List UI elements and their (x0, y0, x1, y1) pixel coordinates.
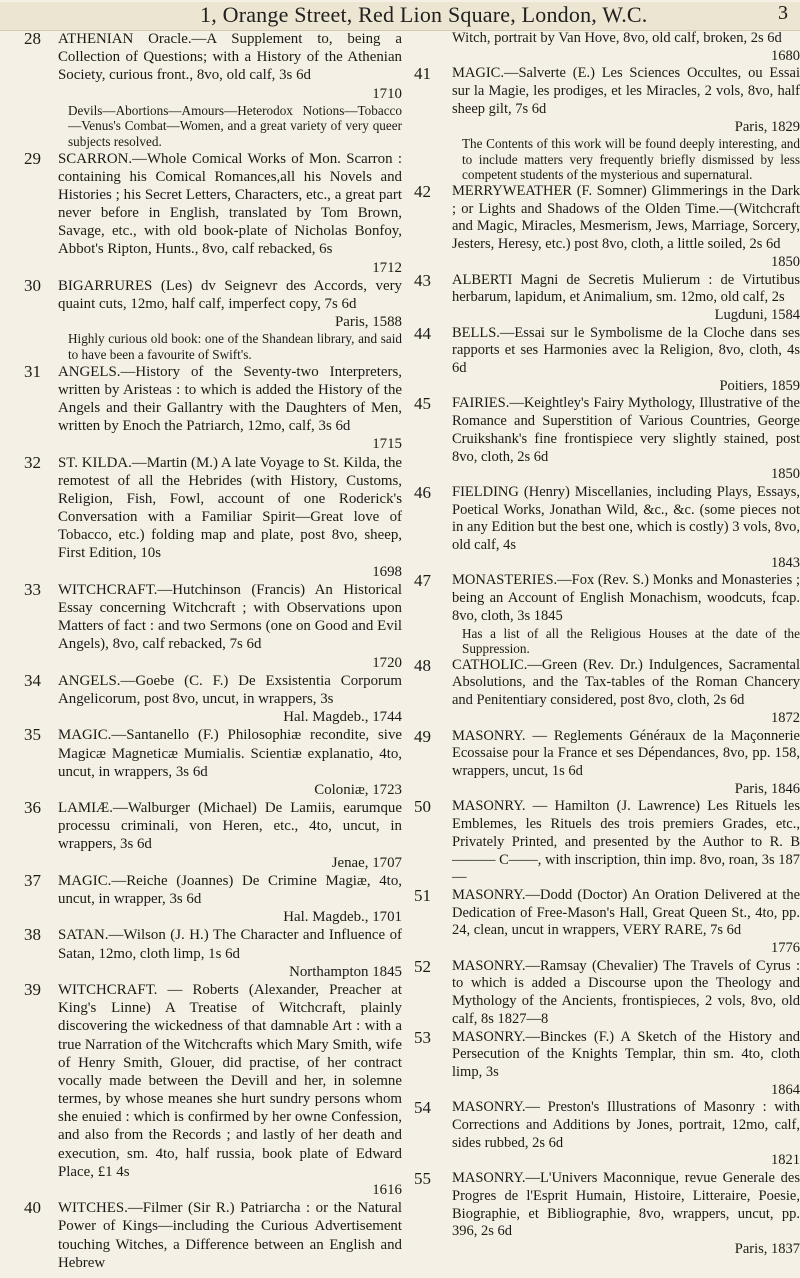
entry-imprint: Paris, 1588 (334, 314, 402, 331)
entry-description: MAGIC.—Salverte (E.) Les Sciences Occultes, ou Essai sur la Magie, les prodiges, et les Miracles, 2 vols, 8vo, half sheep gilt, 7s 6d (452, 65, 800, 117)
entry-description: FIELDING (Henry) Miscellanies, including Plays, Essays, Poetical Works, Jonathan Wild, &c., &c. (some pieces not in any Edition but the best one, which is costly) 3 vols, 8vo, old calf, 4s (452, 483, 800, 554)
entry-imprint: 1872 (771, 709, 800, 726)
entry-number: 44 (414, 323, 431, 343)
entry-description: SATAN.—Wilson (J. H.) The Character and Influence of Satan, 12mo, cloth limp, 1s 6d (58, 927, 402, 962)
entry-number: 35 (24, 725, 41, 745)
entry-description: MASONRY. — Reglements Généraux de la Maçonnerie Ecossaise pour la France et ses Dépendances, 8vo, pp. 158, wrappers, uncut, 1s 6d (452, 727, 800, 779)
catalogue-entry (406, 572, 800, 656)
entry-number: 37 (24, 870, 41, 890)
entry-note: Devils—Abortions—Amours—Heterodox Notions—Tobacco—Venus's Combat—Women, and a great variety of very queer subjects resolved. (68, 102, 402, 149)
entry-imprint: 1720 (372, 654, 402, 671)
entry-number: 46 (414, 482, 431, 502)
entry-description: MAGIC.—Reiche (Joannes) De Crimine Magiæ, 4to, uncut, in wrapper, 3s 6d (58, 872, 402, 908)
entry-imprint: Coloniæ, 1723 (314, 781, 402, 798)
entry-description: LAMIÆ.—Walburger (Michael) De Lamiis, earumque processu criminali, von Heren, etc., 4to, uncut, in wrappers, 3s 6d (58, 800, 402, 853)
entry-description: CATHOLIC.—Green (Rev. Dr.) Indulgences, Sacramental Absolutions, and the Tax-tables of the Roman Chancery and Penitentiary considered, post 8vo, cloth, 2s 6d (452, 656, 800, 709)
entry-imprint: Hal. Magdeb., 1701 (283, 909, 402, 926)
catalogue-entry (406, 798, 800, 887)
entry-description: ANGELS.—History of the Seventy-two Interpreters, written by Aristeas : to which is added the History of the Angels and their Gallantry with the Daughters of Men, written by Enoch the Patriarch, 12mo, calf, 3s 6d (58, 363, 402, 435)
entry-description: MASONRY.—Ramsay (Chevalier) The Travels of Cyrus : to which is added a Discourse upon the Theology and Mythology of the Ancients, frontispieces, 2 vols, 8vo, old calf, 8s 1827—8 (452, 957, 800, 1027)
entry-number: 34 (24, 670, 41, 690)
entry-description: WITCHCRAFT. — Roberts (Alexander, Preacher at King's Linne) A Treatise of Witchcraft, plainly discovering the wickedness of that damnable Art : with a true Narration of the Witchcrafts which Mary Smith, wife of Henry Smith, Glouer, did practise, of her contract vocally made between the Devill and her, in solemne termes, by whose meanes she hurt sundry persons whom she enuied : which is confirmed by her owne Confession, and also from the Records ; and lastly of her death and execution, sm. 4to, half russia, book plate of Edward Place, £1 4s (58, 981, 402, 1180)
entry-number: 32 (24, 452, 41, 472)
page-number: 3 (778, 2, 788, 24)
entry-description: MONASTERIES.—Fox (Rev. S.) Monks and Monasteries ; being an Account of English Monachism, woodcuts, fcap. 8vo, cloth, 3s 1845 (452, 572, 800, 624)
entry-description: BIGARRURES (Les) dv Seignevr des Accords, very quaint cuts, 12mo, half calf, imperfect copy, 7s 6d (58, 277, 402, 313)
entry-description: WITCHES.—Filmer (Sir R.) Patriarcha : or the Natural Power of Kings—including the Curious Advertisement touching Witches, a Difference between an English and Hebrew (58, 1200, 402, 1271)
entry-imprint: 1776 (771, 940, 800, 957)
catalogue-entry (0, 454, 402, 581)
entry-number: 43 (414, 270, 431, 290)
entry-description: MASONRY.—Dodd (Doctor) An Oration Delivered at the Dedication of Free-Mason's Hall, Great Queen St., 4to, pp. 24, clean, uncut in wrappers, VERY RARE, 7s 6d (452, 886, 800, 939)
catalogue-entry (0, 872, 402, 927)
entry-number: 36 (24, 798, 41, 818)
entry-imprint: Lugduni, 1584 (714, 306, 800, 323)
catalogue-entry (0, 30, 402, 150)
entry-number: 29 (24, 148, 41, 168)
catalogue-entry (406, 887, 800, 958)
entry-number: 41 (414, 64, 431, 84)
entry-description: BELLS.—Essai sur le Symbolisme de la Cloche dans ses rapports et ses Harmonies avec la Religion, 8vo, cloth, 4s 6d (452, 324, 800, 377)
catalogue-entry (0, 363, 402, 454)
entry-imprint: 1616 (372, 1182, 402, 1199)
entry-imprint: Poitiers, 1859 (719, 377, 800, 394)
catalogue-right-column (406, 30, 800, 1259)
header-address: 1, Orange Street, Red Lion Square, London, W.C. (200, 2, 648, 27)
entry-note: Highly curious old book: one of the Shandean library, and said to have been a favourite of Swift's. (68, 331, 402, 362)
catalogue-entry (406, 325, 800, 396)
entry-number: 51 (414, 885, 431, 905)
entry-number: 45 (414, 394, 431, 414)
entry-number: 42 (414, 182, 431, 201)
catalogue-entry (0, 277, 402, 363)
catalogue-entry (406, 1170, 800, 1259)
page-header (0, 2, 800, 31)
entry-number: 28 (24, 29, 41, 48)
entry-imprint: 1715 (372, 436, 402, 453)
entry-number: 55 (414, 1169, 431, 1189)
catalogue-entry (406, 1099, 800, 1170)
entry-imprint: Northampton 1845 (289, 963, 402, 980)
catalogue-entry (406, 958, 800, 1029)
entry-description: MASONRY.—L'Univers Maconnique, revue Generale des Progres de l'Esprit Humain, Histoire, Litteraire, Poesie, Biographie, et Bibliographie, 8vo, wrappers, uncut, pp. 396, 2s 6d (452, 1170, 800, 1240)
entry-imprint: 1710 (372, 85, 402, 102)
entry-number: 52 (414, 956, 431, 976)
entry-description: MAGIC.—Santanello (F.) Philosophiæ recondite, sive Magicæ Magneticæ Mumialis. Scientiæ explanatio, 4to, uncut, in wrappers, 3s 6d (58, 727, 402, 780)
entry-description: ST. KILDA.—Martin (M.) A late Voyage to St. Kilda, the remotest of all the Hebrides (with History, Customs, Religion, Fish, Fowl, account of one Roderick's Conversation with a Familiar Spirit—Great love of Tobacco, etc.) folding map and plate, post 8vo, sheep, First Edition, 10s (58, 454, 402, 562)
entry-imprint: Paris, 1846 (734, 780, 800, 797)
entry-imprint: Paris, 1829 (734, 118, 800, 135)
entry-description: MASONRY. — Hamilton (J. Lawrence) Les Rituels les Emblemes, les Rituels des trois premiers Grades, etc., Privately Printed, and presented by the Author to R. B——— C——, with inscription, thin imp. 8vo, roan, 3s 187— (452, 798, 800, 886)
entry-description: MASONRY.—Binckes (F.) A Sketch of the History and Persecution of the Knights Templar, thin sm. 4to, cloth limp, 3s (452, 1028, 800, 1080)
entry-imprint: 1680 (771, 47, 800, 64)
entry-imprint: 1850 (771, 466, 800, 483)
entry-number: 33 (24, 579, 41, 599)
catalogue-left-column (0, 30, 402, 1272)
catalogue-entry (406, 728, 800, 799)
entry-description: ANGELS.—Goebe (C. F.) De Exsistentia Corporum Angelicorum, post 8vo, uncut, in wrappers, 3s (58, 672, 402, 707)
entry-number: 50 (414, 797, 431, 817)
catalogue-entry (0, 1199, 402, 1272)
entry-description: Witch, portrait by Van Hove, 8vo, old calf, broken, 2s 6d (452, 30, 782, 46)
entry-imprint: 1864 (771, 1081, 800, 1098)
entry-note: Has a list of all the Religious Houses at the date of the Suppression. (462, 625, 800, 657)
entry-number: 48 (414, 655, 431, 675)
entry-imprint: Paris, 1837 (734, 1240, 800, 1257)
entry-number: 54 (414, 1098, 431, 1118)
entry-number: 39 (24, 979, 41, 999)
entry-description: SCARRON.—Whole Comical Works of Mon. Scarron : containing his Comical Romances,all his Novels and Histories ; his Secret Letters, Characters, etc., a great part never before in English, translated by Tom Brown, Savage, etc., with old book-plate of Nicholas Bonfoy, Abbot's Ripton, Hunts., 8vo, calf rebacked, 6s (58, 150, 402, 258)
entry-number: 31 (24, 361, 41, 381)
entry-imprint: Jenae, 1707 (331, 854, 402, 871)
catalogue-entry (406, 1029, 800, 1100)
entry-imprint: 1698 (372, 563, 402, 580)
entry-number: 40 (24, 1198, 41, 1218)
catalogue-entry (0, 672, 402, 727)
entry-note: The Contents of this work will be found deeply interesting, and to include matters very frequently briefly dismissed by less competent students of the mysterious and supernatural. (462, 136, 800, 183)
entry-number: 30 (24, 275, 41, 295)
entry-description: FAIRIES.—Keightley's Fairy Mythology, Illustrative of the Romance and Superstition of Various Countries, George Cruikshank's fine frontispiece very slightly stained, post 8vo, cloth, 2s 6d (452, 395, 800, 465)
entry-number: 49 (414, 726, 431, 746)
entry-description: WITCHCRAFT.—Hutchinson (Francis) An Historical Essay concerning Witchcraft ; with Observations upon Matters of fact : and two Sermons (one on Good and Evil Angels), 8vo, calf rebacked, 7s 6d (58, 581, 402, 653)
entry-imprint: 1821 (771, 1152, 800, 1169)
entry-description: ALBERTI Magni de Secretis Mulierum : de Virtutibus herbarum, lapidum, et Animalium, sm. 12mo, old calf, 2s (452, 271, 800, 306)
catalogue-entry (0, 581, 402, 672)
catalogue-entry (406, 272, 800, 325)
entry-imprint: 1843 (771, 554, 800, 571)
catalogue-entry (406, 484, 800, 573)
entry-number: 47 (414, 571, 431, 591)
entry-imprint: Hal. Magdeb., 1744 (283, 709, 402, 726)
catalogue-entry (406, 30, 800, 65)
catalogue-entry (406, 395, 800, 484)
entry-description: MERRYWEATHER (F. Somner) Glimmerings in the Dark ; or Lights and Shadows of the Olden Time.—(Witchcraft and Magic, Miracles, Mesmerism, Jews, Marriage, Sorcery, Jesters, Heresy, etc.) post 8vo, cloth, a little soiled, 2s 6d (452, 183, 800, 253)
entry-imprint: 1850 (771, 253, 800, 270)
catalogue-entry (0, 150, 402, 277)
catalogue-entry (0, 726, 402, 799)
catalogue-entry (0, 799, 402, 872)
catalogue-entry (406, 657, 800, 728)
catalogue-entry (406, 183, 800, 272)
entry-number: 38 (24, 925, 41, 945)
entry-imprint: 1712 (372, 259, 402, 276)
entry-number: 53 (414, 1027, 431, 1047)
catalogue-entry (0, 981, 402, 1199)
catalogue-entry (406, 65, 800, 183)
catalogue-entry (0, 926, 402, 981)
entry-description: ATHENIAN Oracle.—A Supplement to, being a Collection of Questions; with a History of the Athenian Society, curious front., 8vo, old calf, 3s 6d (58, 31, 402, 84)
entry-description: MASONRY.— Preston's Illustrations of Masonry : with Corrections and Additions by Jones, portrait, 12mo, calf, sides rubbed, 2s 6d (452, 1099, 800, 1151)
